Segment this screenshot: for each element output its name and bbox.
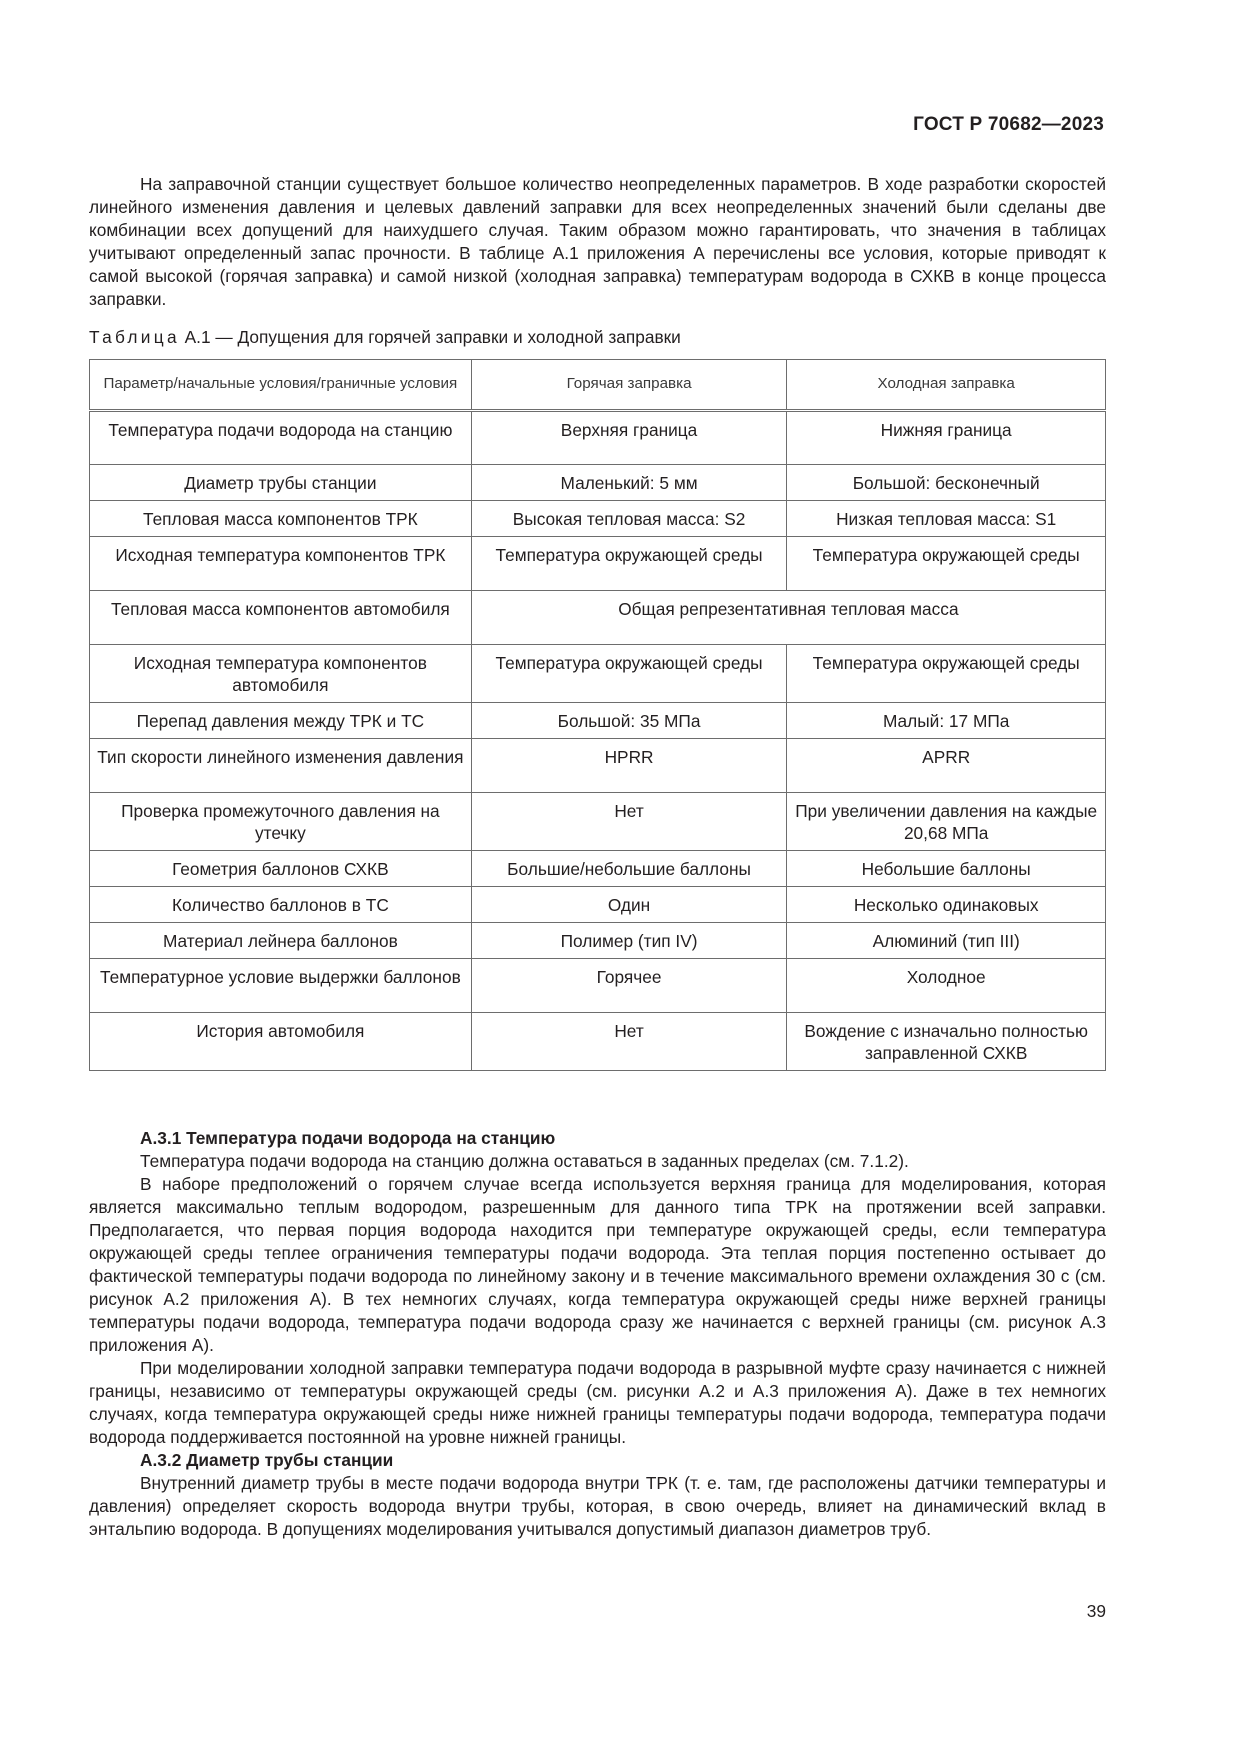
- table-cell-cold: Вождение с изначально полностью заправленной СХКВ: [787, 1013, 1106, 1071]
- table-row: [90, 465, 1106, 501]
- table-cell-parameter: Диаметр трубы станции: [90, 465, 472, 501]
- table-cell-hot: Большой: 35 МПа: [471, 703, 787, 739]
- table-cell-cold: Несколько одинаковых: [787, 887, 1106, 923]
- column-header-parameter: Параметр/начальные условия/граничные условия: [90, 360, 472, 411]
- table-cell-parameter: Проверка промежуточного давления на утечку: [90, 793, 472, 851]
- table-cell-parameter: Материал лейнера баллонов: [90, 923, 472, 959]
- table-row: [90, 591, 1106, 645]
- table-cell-hot: Полимер (тип IV): [471, 923, 787, 959]
- table-cell-hot: Температура окружающей среды: [471, 645, 787, 703]
- table-cell-hot: Один: [471, 887, 787, 923]
- table-row: [90, 959, 1106, 1013]
- table-cell-hot: Нет: [471, 1013, 787, 1071]
- table-cell-cold: Малый: 17 МПа: [787, 703, 1106, 739]
- body-text: [89, 1127, 1106, 1541]
- column-header-cold-fueling: Холодная заправка: [787, 360, 1106, 411]
- table-caption: [89, 327, 681, 348]
- table-header-row: [90, 360, 1106, 411]
- table-cell-cold: Нижняя граница: [787, 411, 1106, 465]
- page-number: 39: [1086, 1601, 1106, 1621]
- table-cell-cold: Температура окружающей среды: [787, 645, 1106, 703]
- table-cell-cold: APRR: [787, 739, 1106, 793]
- table-cell-hot: Горячее: [471, 959, 787, 1013]
- table-caption-title: А.1 — Допущения для горячей заправки и холодной заправки: [179, 327, 681, 347]
- intro-paragraph: На заправочной станции существует большое количество неопределенных параметров. В ходе разработки скоростей линейного изменения давления и целевых давлений заправки для всех неопределенных значений были сделаны две комбинации всех допущений для наихудшего случая. Таким образом можно гарантировать, что значения в таблицах учитывают определенный запас прочности. В таблице А.1 приложения А перечислены все условия, которые приводят к самой высокой (горячая заправка) и самой низкой (холодная заправка) температурам водорода в СХКВ в конце процесса заправки.: [89, 174, 1106, 309]
- table-cell-cold: Температура окружающей среды: [787, 537, 1106, 591]
- table-cell-parameter: Геометрия баллонов СХКВ: [90, 851, 472, 887]
- section-a32-paragraph-1: Внутренний диаметр трубы в месте подачи водорода внутри ТРК (т. е. там, где расположены датчики температуры и давления) определяет скорость водорода внутри трубы, которая, в свою очередь, влияет на динамический вклад в энтальпию водорода. В допущениях моделирования учитывался допустимый диапазон диаметров труб.: [89, 1473, 1106, 1539]
- section-a31-paragraph-3: При моделировании холодной заправки температура подачи водорода в разрывной муфте сразу начинается с нижней границы, независимо от температуры окружающей среды (см. рисунки А.2 и А.3 приложения А). Даже в тех немногих случаях, когда температура окружающей среды ниже нижней границы температуры подачи водорода, температура подачи водорода поддерживается постоянной на уровне нижней границы.: [89, 1358, 1106, 1447]
- table-cell-parameter: Температура подачи водорода на станцию: [90, 411, 472, 465]
- table-row: [90, 645, 1106, 703]
- table-cell-parameter: Исходная температура компонентов ТРК: [90, 537, 472, 591]
- table-cell-parameter: Количество баллонов в ТС: [90, 887, 472, 923]
- table-cell-parameter: Тип скорости линейного изменения давления: [90, 739, 472, 793]
- table-cell-hot: Маленький: 5 мм: [471, 465, 787, 501]
- table-cell-parameter: Перепад давления между ТРК и ТС: [90, 703, 472, 739]
- table-cell-merged: Общая репрезентативная тепловая масса: [471, 591, 1105, 645]
- table-row: [90, 793, 1106, 851]
- table-cell-hot: Высокая тепловая масса: S2: [471, 501, 787, 537]
- document-header: ГОСТ Р 70682—2023: [913, 114, 1104, 135]
- section-a31-paragraph-2: В наборе предположений о горячем случае всегда используется верхняя граница для моделирования, которая является максимально теплым водородом, разрешенным для данного типа ТРК на протяжении всей заправки. Предполагается, что первая порция водорода находится при температуре окружающей среды, если температура окружающей среды теплее ограничения температуры подачи водорода. Эта теплая порция постепенно остывает до фактической температуры подачи водорода по линейному закону и в течение максимального времени охлаждения 30 с (см. рисунок А.2 приложения А). В тех немногих случаях, когда температура окружающей среды ниже верхней границы температуры подачи водорода, температура подачи водорода сразу же начинается с верхней границы (см. рисунок А.3 приложения А).: [89, 1174, 1106, 1355]
- table-cell-cold: Большой: бесконечный: [787, 465, 1106, 501]
- table-row: [90, 887, 1106, 923]
- table-cell-cold: Небольшие баллоны: [787, 851, 1106, 887]
- table-cell-cold: При увеличении давления на каждые 20,68 МПа: [787, 793, 1106, 851]
- column-header-hot-fueling: Горячая заправка: [471, 360, 787, 411]
- table-row: [90, 851, 1106, 887]
- table-cell-parameter: Тепловая масса компонентов ТРК: [90, 501, 472, 537]
- table-cell-hot: Нет: [471, 793, 787, 851]
- table-row: [90, 501, 1106, 537]
- table-cell-cold: Холодное: [787, 959, 1106, 1013]
- section-a31-paragraph-1: Температура подачи водорода на станцию должна оставаться в заданных пределах (см. 7.1.2).: [140, 1151, 909, 1171]
- table-row: [90, 411, 1106, 465]
- table-cell-hot: Большие/небольшие баллоны: [471, 851, 787, 887]
- table-cell-cold: Алюминий (тип III): [787, 923, 1106, 959]
- table-cell-hot: Верхняя граница: [471, 411, 787, 465]
- table-cell-parameter: Температурное условие выдержки баллонов: [90, 959, 472, 1013]
- intro-section: [89, 173, 1106, 311]
- table-caption-label: Таблица: [89, 327, 180, 347]
- assumptions-table: [89, 359, 1106, 1071]
- section-a32-title: А.3.2 Диаметр трубы станции: [140, 1450, 394, 1470]
- section-a31-title: А.3.1 Температура подачи водорода на станцию: [140, 1128, 556, 1148]
- table-cell-cold: Низкая тепловая масса: S1: [787, 501, 1106, 537]
- table-cell-hot: Температура окружающей среды: [471, 537, 787, 591]
- table-cell-parameter: История автомобиля: [90, 1013, 472, 1071]
- table-cell-parameter: Тепловая масса компонентов автомобиля: [90, 591, 472, 645]
- table-row: [90, 537, 1106, 591]
- table-row: [90, 1013, 1106, 1071]
- table-cell-parameter: Исходная температура компонентов автомобиля: [90, 645, 472, 703]
- table-row: [90, 923, 1106, 959]
- table-row: [90, 703, 1106, 739]
- table-cell-hot: HPRR: [471, 739, 787, 793]
- table-row: [90, 739, 1106, 793]
